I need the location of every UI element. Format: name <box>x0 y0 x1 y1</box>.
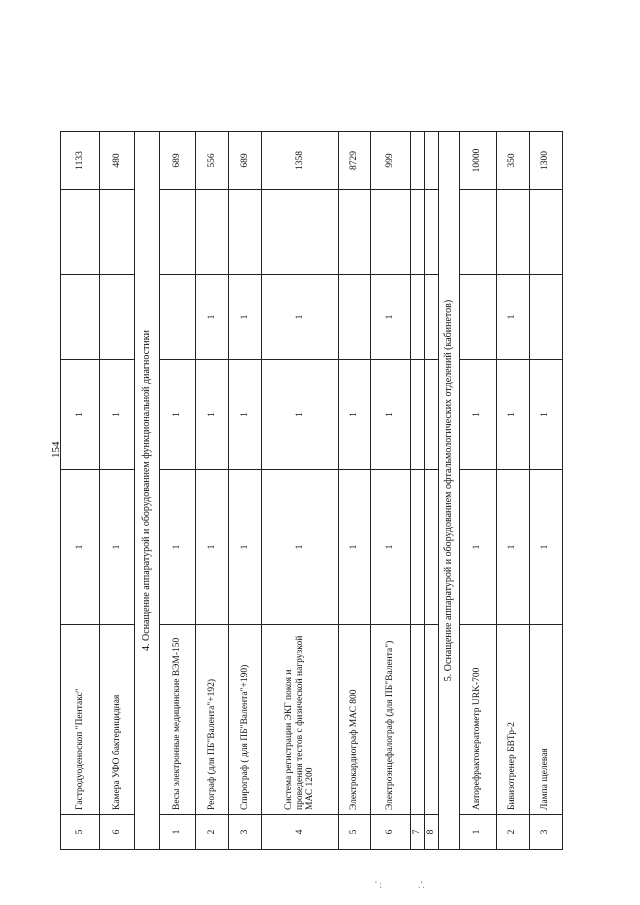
page-number: 154 <box>50 441 62 458</box>
row-number: 1 <box>160 815 196 850</box>
empty-cell <box>196 190 229 275</box>
price-cell: 480 <box>100 132 135 190</box>
qty-cell-3 <box>61 275 100 360</box>
row-number: 7 <box>411 815 425 850</box>
qty-cell-3: 1 <box>229 275 262 360</box>
qty-cell-1: 1 <box>459 470 496 625</box>
table-row <box>496 132 529 850</box>
price-cell <box>411 132 425 190</box>
qty-cell-3 <box>100 275 135 360</box>
table-row <box>424 132 438 850</box>
section-row <box>438 132 459 850</box>
item-name: Гастродуоденоскоп "Пентакс" <box>61 625 100 815</box>
table-row <box>339 132 371 850</box>
qty-cell-2: 1 <box>196 360 229 470</box>
price-cell: 689 <box>229 132 262 190</box>
empty-cell <box>339 190 371 275</box>
table-row <box>459 132 496 850</box>
qty-cell-3 <box>424 275 438 360</box>
equipment-table <box>60 131 563 850</box>
empty-cell <box>160 190 196 275</box>
empty-cell <box>229 190 262 275</box>
empty-cell <box>411 190 425 275</box>
price-cell: 10000 <box>459 132 496 190</box>
table-row <box>160 132 196 850</box>
item-name: Электрокардиограф МАС 800 <box>339 625 371 815</box>
qty-cell-1: 1 <box>196 470 229 625</box>
row-number: 1 <box>459 815 496 850</box>
item-name: Весы электронные медицинские ВЭМ-150 <box>160 625 196 815</box>
item-name <box>411 625 425 815</box>
table-row <box>371 132 411 850</box>
price-cell <box>424 132 438 190</box>
item-name: Реограф (для ПБ"Валента"+192) <box>196 625 229 815</box>
row-number: 2 <box>496 815 529 850</box>
table-row <box>411 132 425 850</box>
qty-cell-1 <box>411 470 425 625</box>
qty-cell-3 <box>339 275 371 360</box>
price-cell: 8729 <box>339 132 371 190</box>
table-row <box>262 132 339 850</box>
row-number: 2 <box>196 815 229 850</box>
item-name: Электроэнцефалограф (для ПБ"Валента") <box>371 625 411 815</box>
item-name <box>424 625 438 815</box>
qty-cell-2: 1 <box>496 360 529 470</box>
item-name: Камера УФО бактерицидная <box>100 625 135 815</box>
item-name: Авторефрактокератометр URK-700 <box>459 625 496 815</box>
row-number: 5 <box>339 815 371 850</box>
empty-cell <box>459 190 496 275</box>
table-row <box>229 132 262 850</box>
qty-cell-1: 1 <box>339 470 371 625</box>
qty-cell-1: 1 <box>61 470 100 625</box>
empty-cell <box>496 190 529 275</box>
table-row <box>61 132 100 850</box>
price-cell: 1358 <box>262 132 339 190</box>
qty-cell-3 <box>529 275 562 360</box>
empty-cell <box>61 190 100 275</box>
table-row <box>196 132 229 850</box>
empty-cell <box>262 190 339 275</box>
table-row <box>529 132 562 850</box>
price-cell: 556 <box>196 132 229 190</box>
price-cell: 1300 <box>529 132 562 190</box>
price-cell: 999 <box>371 132 411 190</box>
qty-cell-2: 1 <box>100 360 135 470</box>
section-title: 4. Оснащение аппаратурой и оборудованием функциональной диагностики <box>135 132 160 850</box>
qty-cell-2: 1 <box>339 360 371 470</box>
row-number: 4 <box>262 815 339 850</box>
qty-cell-2 <box>411 360 425 470</box>
empty-cell <box>424 190 438 275</box>
row-number: 6 <box>100 815 135 850</box>
qty-cell-3: 1 <box>262 275 339 360</box>
qty-cell-2: 1 <box>61 360 100 470</box>
empty-cell <box>100 190 135 275</box>
item-name: Лампа щелевая <box>529 625 562 815</box>
qty-cell-1 <box>424 470 438 625</box>
qty-cell-3: 1 <box>196 275 229 360</box>
qty-cell-3 <box>411 275 425 360</box>
qty-cell-1: 1 <box>371 470 411 625</box>
qty-cell-2: 1 <box>371 360 411 470</box>
scan-speck: ' : <box>375 880 383 891</box>
row-number: 3 <box>229 815 262 850</box>
qty-cell-1: 1 <box>100 470 135 625</box>
price-cell: 1133 <box>61 132 100 190</box>
row-number: 6 <box>371 815 411 850</box>
item-name: Спирограф ( для ПБ"Валента"+190) <box>229 625 262 815</box>
empty-cell <box>529 190 562 275</box>
qty-cell-2: 1 <box>529 360 562 470</box>
rotated-page <box>60 132 560 850</box>
item-name: Система регистрации ЭКГ покоя и проведения тестов с физической нагрузкой МАС 1200 <box>262 625 339 815</box>
empty-cell <box>371 190 411 275</box>
qty-cell-2: 1 <box>459 360 496 470</box>
qty-cell-2 <box>424 360 438 470</box>
price-cell: 689 <box>160 132 196 190</box>
qty-cell-1: 1 <box>496 470 529 625</box>
qty-cell-3: 1 <box>371 275 411 360</box>
section-row <box>135 132 160 850</box>
qty-cell-1: 1 <box>262 470 339 625</box>
qty-cell-3 <box>459 275 496 360</box>
table-row <box>100 132 135 850</box>
qty-cell-1: 1 <box>529 470 562 625</box>
row-number: 3 <box>529 815 562 850</box>
qty-cell-1: 1 <box>229 470 262 625</box>
qty-cell-3 <box>160 275 196 360</box>
qty-cell-3: 1 <box>496 275 529 360</box>
scan-speck: .'. <box>418 880 425 891</box>
qty-cell-2: 1 <box>229 360 262 470</box>
qty-cell-1: 1 <box>160 470 196 625</box>
row-number: 8 <box>424 815 438 850</box>
price-cell: 350 <box>496 132 529 190</box>
qty-cell-2: 1 <box>262 360 339 470</box>
qty-cell-2: 1 <box>160 360 196 470</box>
section-title: 5. Оснащение аппаратурой и оборудованием офтальмологических отделений (кабинетов) <box>438 132 459 850</box>
row-number: 5 <box>61 815 100 850</box>
item-name: Бивизотренер БВТр-2 <box>496 625 529 815</box>
